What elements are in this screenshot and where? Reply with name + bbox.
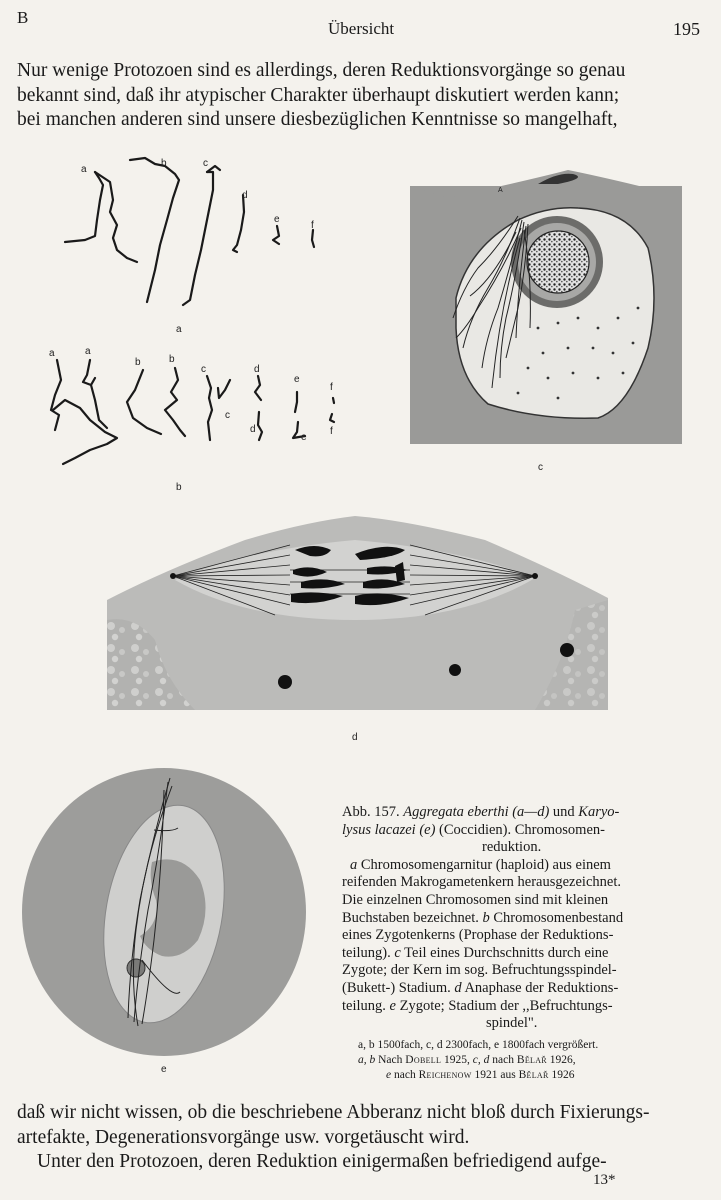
caption-fig-number: Abb. 157. [342, 804, 404, 820]
panel-e-label: e [161, 1064, 167, 1075]
chromosome-letter: b [169, 354, 175, 365]
chromosome-letter: b [161, 158, 167, 169]
caption-letter: b [482, 909, 490, 926]
caption-letter: c [394, 944, 401, 961]
credits-line [342, 1053, 623, 1068]
caption-text: Chromosomengarnitur (haploid) aus einem [357, 856, 611, 873]
caption-line [342, 839, 623, 857]
panel-c-label: c [538, 462, 543, 473]
credit-text: Nach [375, 1053, 406, 1066]
chromosome-letter: e [294, 374, 300, 385]
intro-line: Nur wenige Protozoen sind es allerdings, deren Reduktionsvorgänge so genau [17, 60, 626, 81]
credit-text: 1925, [441, 1053, 473, 1066]
caption-text: (Bukett-) Stadium. [342, 979, 455, 996]
panel-b-chromosomes [35, 340, 345, 500]
caption-text: (Coccidien). Chromosomen- [435, 821, 605, 838]
outro-line: Unter den Protozoen, deren Reduktion einigermaßen befriedigend aufge- [37, 1151, 607, 1172]
intro-line: bei manchen anderen sind unsere diesbezüglichen Kenntnisse so mangelhaft, [17, 109, 618, 130]
caption-text: und [549, 804, 579, 820]
chromosome-letter: c [225, 410, 230, 421]
panel-d-anaphase [105, 510, 610, 742]
intro-line: bekannt sind, daß ihr atypischer Charakter überhaupt diskutiert werden kann; [17, 84, 620, 106]
caption-text: eines Zygotenkerns (Prophase der Reduktions- [342, 927, 614, 944]
outro-line: daß wir nicht wissen, ob die beschriebene Abberanz nicht bloß durch Fixierungs- [17, 1102, 650, 1123]
caption-line [342, 945, 623, 963]
chromosome-letter: e [274, 214, 280, 225]
running-title: Übersicht [328, 19, 395, 38]
chromosome-letter: a [49, 348, 55, 359]
caption-text: reduktion. [482, 839, 542, 856]
caption-line [342, 822, 623, 840]
caption-line [342, 804, 623, 822]
caption-text: Chromosomenbestand [489, 909, 624, 926]
panel-c-zygote-section [408, 168, 684, 480]
panel-b-label: b [176, 482, 182, 493]
caption-text: Die einzelnen Chromosomen sind mit kleinen [342, 891, 609, 908]
caption-text: teilung. [342, 997, 390, 1014]
chromosome-letter: d [242, 190, 248, 201]
chromosome-letter: a [81, 164, 87, 175]
credit-text: 1926 [548, 1068, 575, 1081]
panel-e-zygote [12, 760, 320, 1082]
page-number: 195 [673, 19, 700, 39]
credit-text: 1926, [546, 1053, 576, 1066]
caption-text: Buchstaben bezeichnet. [342, 909, 483, 926]
credit-text: 1921 aus [471, 1068, 519, 1081]
caption-letter: d [454, 979, 462, 996]
caption-text: Zygote; der Kern im sog. Befruchtungsspindel- [342, 962, 617, 979]
magnification-note: a, b 1500fach, c, d 2300fach, e 1800fach vergrößert. [358, 1038, 599, 1051]
chromosome-letter: e [301, 432, 307, 443]
credit-letters: e [386, 1068, 392, 1081]
signature-mark: 13* [593, 1172, 616, 1188]
caption-text: Zygote; Stadium der ,,Befruchtungs- [395, 997, 613, 1014]
caption-line [342, 874, 623, 892]
credit-letters: c, d [472, 1053, 490, 1066]
panel-c-mark: A [498, 187, 503, 194]
panel-a-label: a [176, 324, 182, 335]
caption-line [342, 910, 623, 928]
caption-line [342, 998, 623, 1016]
caption-line [342, 857, 623, 875]
nucleus [527, 231, 589, 293]
caption-species: lysus lacazei (e) [342, 821, 436, 838]
chromosome-letter: f [330, 382, 333, 393]
caption-line [342, 962, 623, 980]
caption-line [342, 980, 623, 998]
caption-species: Karyo- [578, 804, 620, 820]
credit-author: Dobell [405, 1053, 442, 1066]
intro-paragraph [17, 59, 625, 133]
credits-line [342, 1068, 623, 1083]
caption-text: spindel". [486, 1015, 538, 1032]
outro-line: artefakte, Degenerationsvorgänge usw. vorgetäuscht wird. [17, 1126, 470, 1148]
chromosome-letter: b [135, 357, 141, 368]
chromosome-letter: d [250, 424, 256, 435]
panel-d-label: d [352, 732, 358, 742]
chromosome-letter: c [203, 158, 208, 169]
caption-letter: a [350, 856, 358, 873]
chromosome-letter: d [254, 364, 260, 375]
page-letter-mark: B [17, 8, 29, 27]
figure-caption [342, 804, 623, 1083]
caption-text: Teil eines Durchschnitts durch eine [400, 944, 609, 961]
outro-paragraph [17, 1101, 650, 1175]
credit-author: Reichenow [418, 1068, 472, 1081]
caption-line [342, 1015, 623, 1033]
caption-text: reifenden Makrogametenkern herausgezeichnet. [342, 874, 621, 891]
caption-text: teilung). [342, 944, 395, 961]
credit-text: nach [489, 1053, 517, 1066]
caption-species: Aggregata eberthi (a—d) [403, 804, 550, 820]
chromosome-letter: c [201, 364, 206, 375]
caption-line [342, 892, 623, 910]
caption-letter: e [389, 997, 396, 1014]
chromosome-letter: a [85, 346, 91, 357]
credit-letters: a, b [358, 1053, 376, 1066]
credit-text: nach [391, 1068, 419, 1081]
caption-line [342, 927, 623, 945]
panel-a-chromosomes [55, 150, 335, 350]
caption-text: Anaphase der Reduktions- [461, 979, 619, 996]
credit-author: Bělař [516, 1053, 547, 1066]
credit-author: Bělař [518, 1068, 549, 1081]
chromosome-letter: f [330, 426, 333, 437]
chromosome-letter: f [311, 220, 314, 231]
